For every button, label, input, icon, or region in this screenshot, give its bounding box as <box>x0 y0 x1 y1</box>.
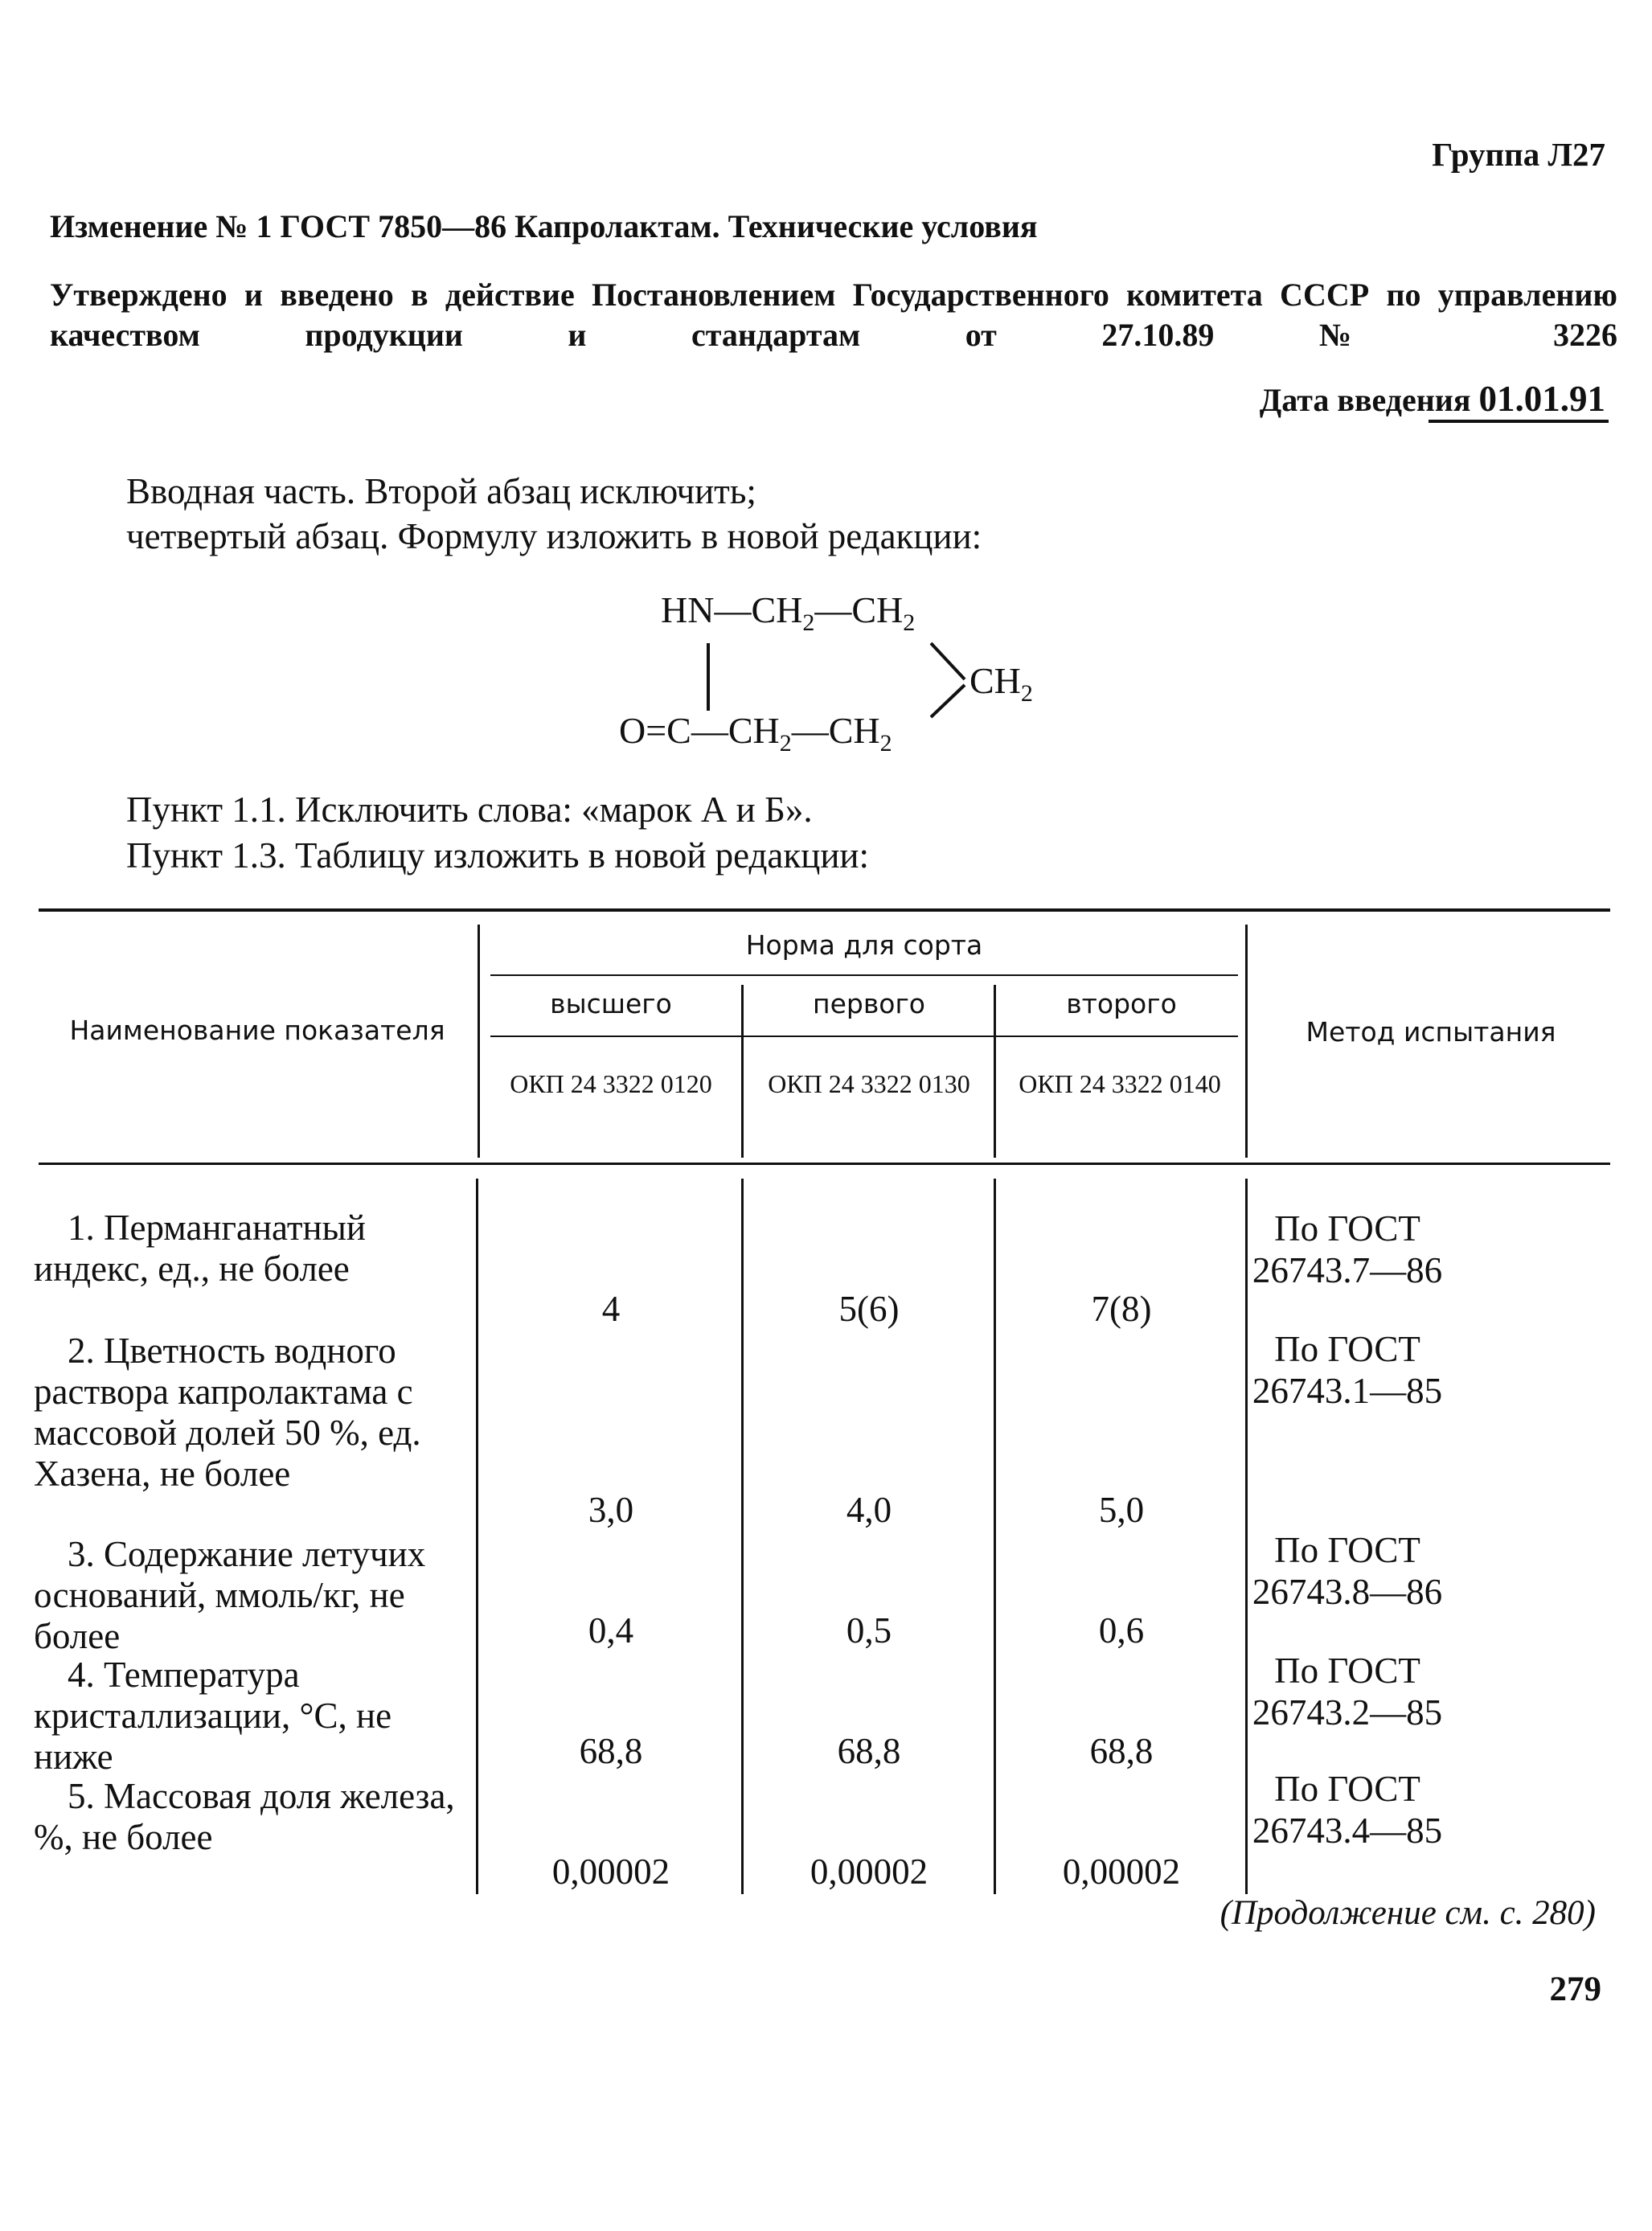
table-row-name: 2. Цветность водного раствора капролактама с массовой долей 50 %, ед. Хазена, не более <box>34 1331 421 1494</box>
column-header-name: Наименование показателя <box>69 1015 445 1046</box>
formula-lower-diagonal-bond <box>931 685 965 717</box>
grade-header: второго <box>1066 988 1177 1019</box>
table-cell-value: 7(8) <box>1091 1289 1152 1329</box>
column-divider <box>741 985 744 1158</box>
table-cell-value: 0,00002 <box>810 1852 928 1892</box>
norm-header-rule <box>490 974 1238 976</box>
table-header-rule <box>39 1163 1610 1165</box>
grade-header: первого <box>813 988 925 1019</box>
table-row-name: 1. Перманганатный индекс, ед., не более <box>34 1208 366 1289</box>
table-top-rule <box>39 908 1610 912</box>
table-cell-value: 3,0 <box>588 1490 634 1530</box>
column-header-method: Метод испытания <box>1306 1016 1556 1048</box>
table-cell-value: 0,5 <box>846 1610 892 1651</box>
formula-bottom-row: $O=C—CH_2—CH_2$ <box>619 710 892 757</box>
table-method-cell: По ГОСТ 26743.1—85 <box>1252 1329 1443 1411</box>
formula-upper-diagonal-bond <box>931 643 965 679</box>
column-divider <box>741 1179 744 1894</box>
introduction-date-label: Дата введения <box>1259 382 1471 418</box>
table-cell-value: 0,6 <box>1098 1610 1145 1651</box>
table-cell-value: 68,8 <box>1089 1731 1154 1771</box>
formula-right-group: $CH_2$ <box>969 660 1033 707</box>
column-divider <box>994 1179 996 1894</box>
table-method-cell: По ГОСТ 26743.2—85 <box>1252 1651 1443 1733</box>
table-method-cell: По ГОСТ 26743.4—85 <box>1252 1769 1443 1851</box>
approval-statement: Утверждено и введено в действие Постановлением Государственного комитета СССР по управлению качеством продукции и стандартам от 27.10.89 № 3226 <box>50 277 1617 353</box>
page-number: 279 <box>1549 1971 1601 2008</box>
paragraph-intro: Вводная часть. Второй абзац исключить; <box>126 471 756 511</box>
table-cell-value: 0,4 <box>588 1610 634 1651</box>
formula-top-row: $HN—CH_2—CH_2$ <box>661 589 916 636</box>
table-row-name: 5. Массовая доля железа, %, не более <box>34 1776 455 1857</box>
column-divider <box>1245 925 1248 1158</box>
column-divider <box>478 925 480 1158</box>
column-header-norm: Норма для сорта <box>745 929 983 961</box>
grade-header-rule <box>490 1036 1238 1037</box>
table-cell-value: 5,0 <box>1098 1490 1145 1530</box>
column-divider <box>476 1179 478 1894</box>
paragraph-point-1-3: Пункт 1.3. Таблицу изложить в новой редакции: <box>126 835 870 876</box>
table-cell-value: 0,00002 <box>1062 1852 1181 1892</box>
continuation-note: (Продолжение см. с. 280) <box>1220 1894 1596 1932</box>
introduction-date-value: 01.01.91 <box>1478 379 1605 419</box>
okp-code: ОКП 24 3322 0130 <box>768 1069 970 1098</box>
introduction-date <box>1260 378 1605 420</box>
paragraph-formula-note: четвертый абзац. Формулу изложить в новой редакции: <box>126 516 982 556</box>
table-cell-value: 5(6) <box>838 1289 900 1329</box>
table-row-name: 4. Температура кристаллизации, °С, не ниже <box>34 1655 392 1777</box>
amendment-title: Изменение № 1 ГОСТ 7850—86 Капролактам. Технические условия <box>50 208 1038 244</box>
okp-code: ОКП 24 3322 0140 <box>1019 1069 1221 1098</box>
table-cell-value: 0,00002 <box>551 1852 670 1892</box>
table-cell-value: 4,0 <box>846 1490 892 1530</box>
column-divider <box>994 985 996 1158</box>
okp-code: ОКП 24 3322 0120 <box>510 1069 712 1098</box>
date-underline <box>1429 420 1609 423</box>
paragraph-point-1-1: Пункт 1.1. Исключить слова: «марок А и Б». <box>126 789 813 830</box>
table-cell-value: 68,8 <box>837 1731 901 1771</box>
table-method-cell: По ГОСТ 26743.7—86 <box>1252 1208 1443 1290</box>
table-method-cell: По ГОСТ 26743.8—86 <box>1252 1530 1443 1612</box>
table-cell-value: 68,8 <box>579 1731 643 1771</box>
table-row-name: 3. Содержание летучих оснований, ммоль/кг, не более <box>34 1534 426 1656</box>
column-divider <box>1245 1179 1248 1894</box>
grade-header: высшего <box>550 988 672 1019</box>
table-cell-value: 4 <box>601 1289 621 1329</box>
group-label: Группа Л27 <box>1432 136 1605 173</box>
